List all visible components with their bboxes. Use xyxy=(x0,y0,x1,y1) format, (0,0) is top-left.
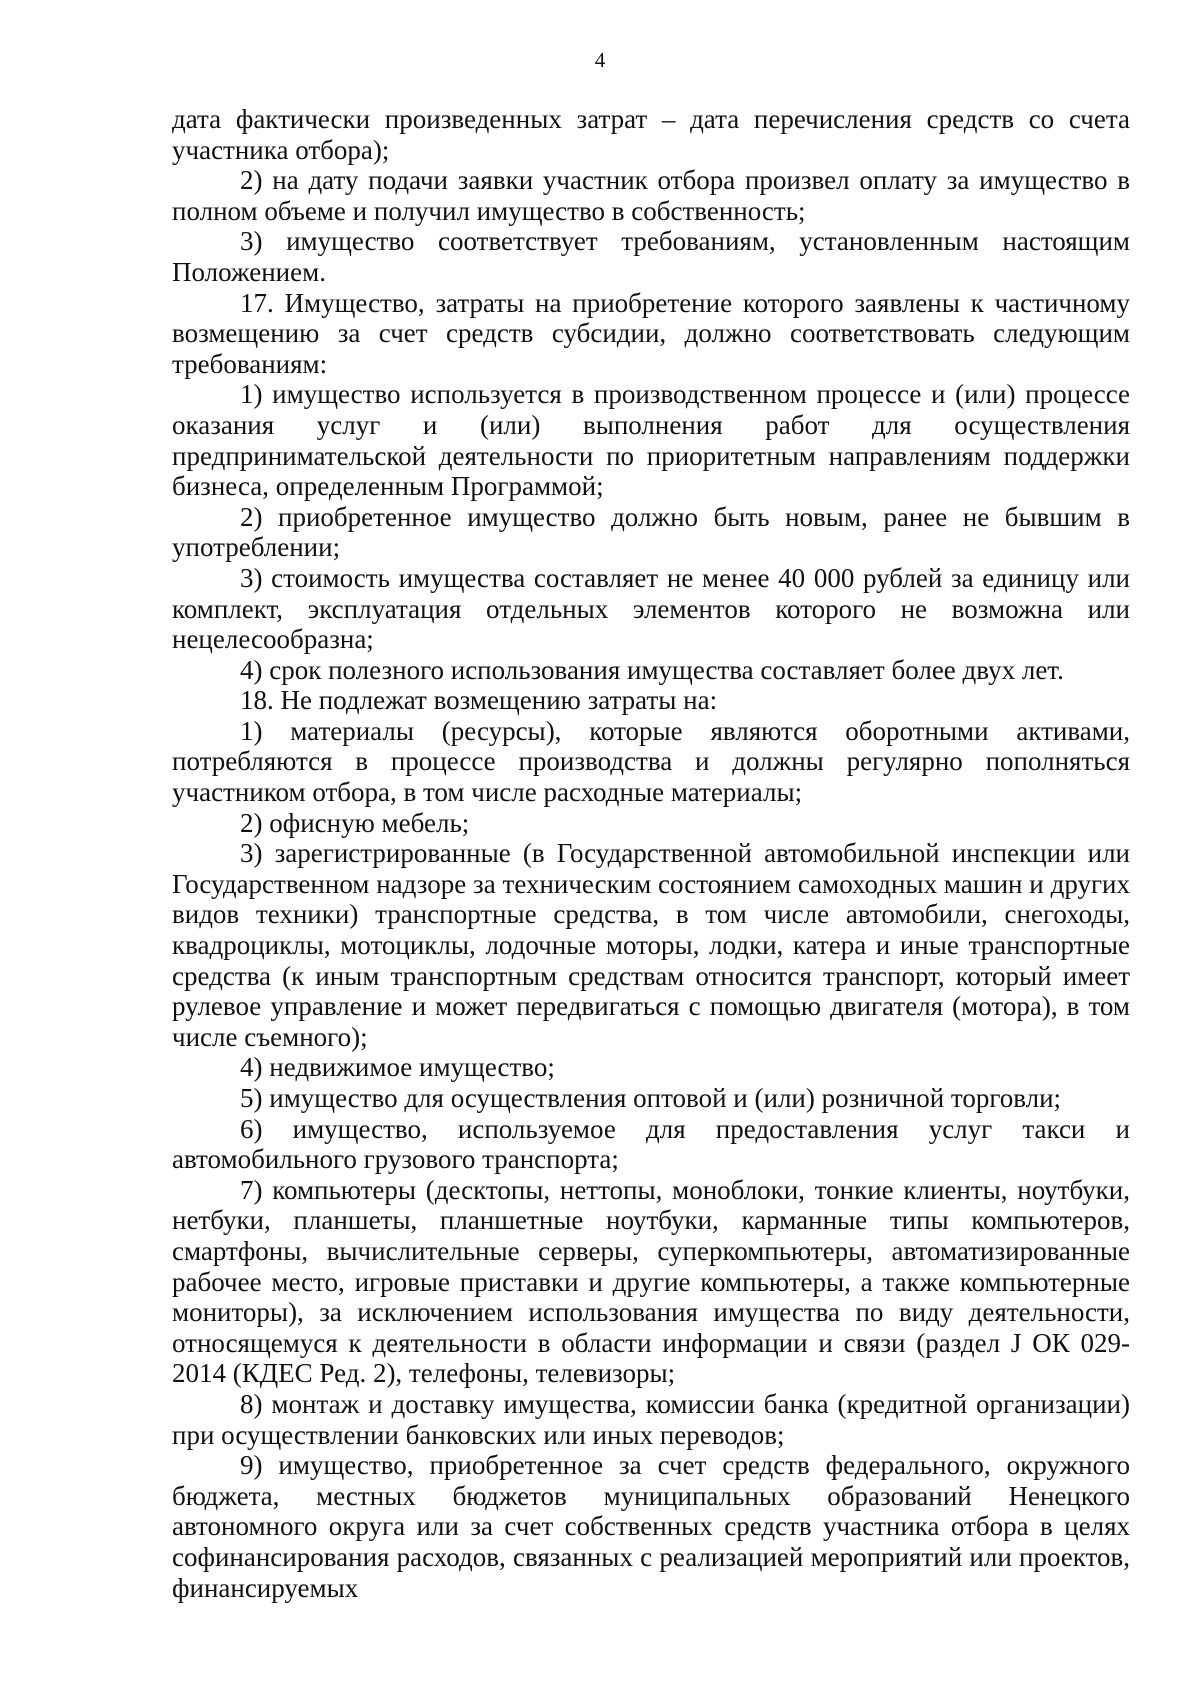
paragraph-clause-17: 17. Имущество, затраты на приобретение которого заявлены к частичному возмещению за счет средств субсидии, должно соответствовать следующим требованиям: xyxy=(172,287,1130,379)
paragraph-clause-18: 18. Не подлежат возмещению затраты на: xyxy=(240,685,718,716)
paragraph-item: 9) имущество, приобретенное за счет средств федерального, окружного бюджета, местных бюджетов муниципальных образований Ненецкого автономного округа или за счет собственных средств участника отбора в целях софинансирования расходов, связанных с реализацией мероприятий или проектов, финансируемых xyxy=(172,1450,1130,1603)
paragraph-item: 2) на дату подачи заявки участник отбора произвел оплату за имущество в полном объеме и получил имущество в собственность; xyxy=(172,165,1130,226)
paragraph-item: 4) срок полезного использования имущества составляет более двух лет. xyxy=(240,654,1064,685)
paragraph-item: 2) офисную мебель; xyxy=(240,807,470,838)
page-number: 4 xyxy=(594,48,606,72)
paragraph-item: 3) зарегистрированные (в Государственной автомобильной инспекции или Государственном надзоре за техническим состоянием самоходных машин и других видов техники) транспортные средства, в том числе автомобили, снегоходы, квадроциклы, мотоциклы, лодочные моторы, лодки, катера и иные транспортные средства (к иным транспортным средствам относится транспорт, который имеет рулевое управление и может передвигаться с помощью двигателя (мотора), в том числе съемного); xyxy=(172,838,1130,1052)
paragraph-item: 3) имущество соответствует требованиям, установленным настоящим Положением. xyxy=(172,226,1130,287)
paragraph-continuation: дата фактически произведенных затрат – дата перечисления средств со счета участника отбора); xyxy=(172,104,1130,165)
paragraph-item: 4) недвижимое имущество; xyxy=(240,1052,555,1083)
paragraph-item: 1) материалы (ресурсы), которые являются оборотными активами, потребляются в процессе производства и должны регулярно пополняться участником отбора, в том числе расходные материалы; xyxy=(172,715,1130,808)
paragraph-item: 2) приобретенное имущество должно быть новым, ранее не бывшим в употреблении; xyxy=(172,501,1130,563)
paragraph-item: 3) стоимость имущества составляет не менее 40 000 рублей за единицу или комплект, эксплуатация отдельных элементов которого не возможна или нецелесообразна; xyxy=(172,562,1130,655)
paragraph-item: 5) имущество для осуществления оптовой и (или) розничной торговли; xyxy=(240,1083,1062,1113)
paragraph-item: 8) монтаж и доставку имущества, комиссии банка (кредитной организации) при осуществлении банковских или иных переводов; xyxy=(172,1388,1130,1450)
paragraph-item: 7) компьютеры (десктопы, неттопы, моноблоки, тонкие клиенты, ноутбуки, нетбуки, планшеты, планшетные ноутбуки, карманные типы компьютеров, смартфоны, вычислительные серверы, суперкомпьютеры, автоматизированные рабочее место, игровые приставки и другие компьютеры, а также компьютерные мониторы), за исключением использования имущества по виду деятельности, относящемуся к деятельности в области информации и связи (раздел J ОК 029-2014 (КДЕС Ред. 2), телефоны, телевизоры; xyxy=(172,1174,1130,1389)
paragraph-item: 6) имущество, используемое для предоставления услуг такси и автомобильного грузового транспорта; xyxy=(172,1113,1130,1175)
document-body xyxy=(172,104,1130,1603)
paragraph-item: 1) имущество используется в производственном процессе и (или) процессе оказания услуг и (или) выполнения работ для осуществления предпринимательской деятельности по приоритетным направлениям поддержки бизнеса, определенным Программой; xyxy=(172,379,1130,502)
